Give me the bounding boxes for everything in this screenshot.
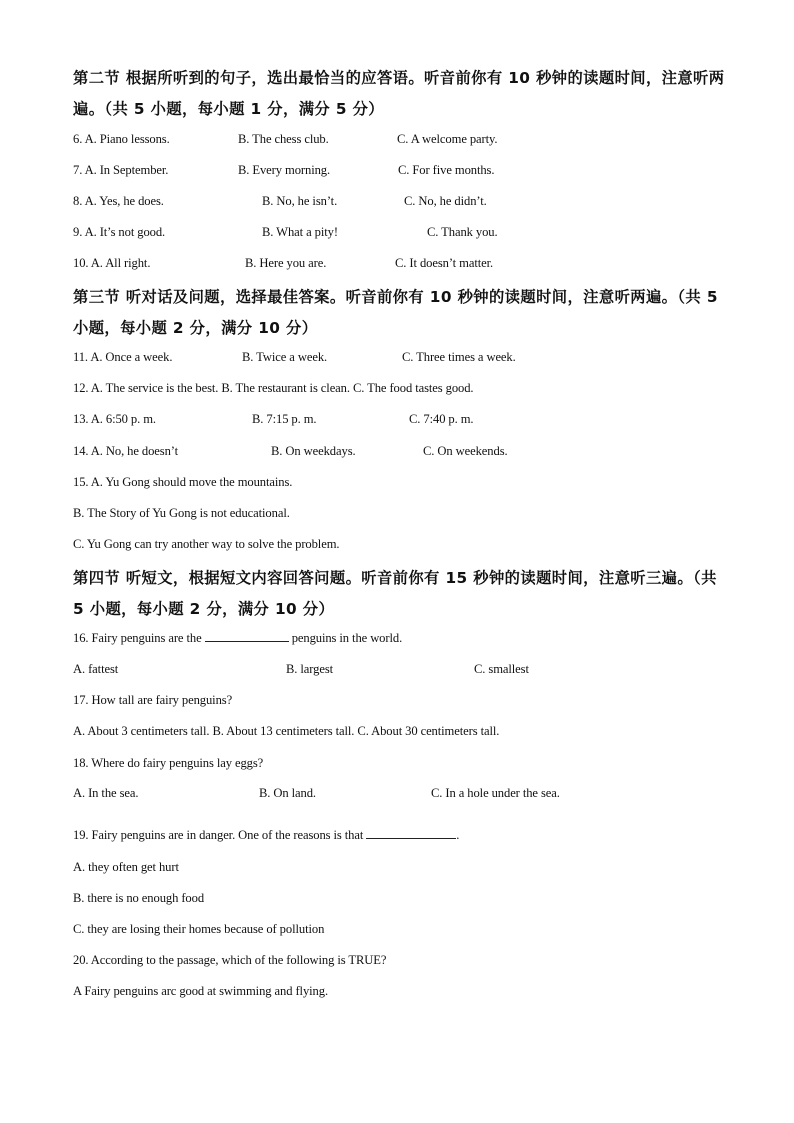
answer-blank <box>205 631 289 642</box>
question-19-option-c: C. they are losing their homes because of pollution <box>73 922 325 936</box>
question-20-stem: 20. According to the passage, which of the following is TRUE? <box>73 953 387 967</box>
option-b: B. The chess club. <box>238 132 329 146</box>
question-12: 12. A. The service is the best. B. The restaurant is clean. C. The food tastes good. <box>73 381 474 395</box>
option-c: C. It doesn’t matter. <box>395 256 494 270</box>
question-19-option-b: B. there is no enough food <box>73 891 205 905</box>
option-a: 11. A. Once a week. <box>73 350 173 364</box>
section2-title-line2: 遍。（共 5 小题，每小题 1 分，满分 5 分） <box>73 100 384 118</box>
option-b: B. Twice a week. <box>242 350 328 364</box>
option-b: B. 7:15 p. m. <box>252 412 317 426</box>
question-15-option-b: B. The Story of Yu Gong is not educational. <box>73 506 290 520</box>
question-20-option-a: A Fairy penguins arc good at swimming and flying. <box>73 984 328 998</box>
option-c: C. Three times a week. <box>402 350 516 364</box>
option-b: B. On land. <box>259 786 316 800</box>
question-15-option-a: 15. A. Yu Gong should move the mountains. <box>73 475 293 489</box>
stem-before: 16. Fairy penguins are the <box>73 631 202 645</box>
option-c: C. No, he didn’t. <box>404 194 487 208</box>
question-17-stem: 17. How tall are fairy penguins? <box>73 693 233 707</box>
option-b: B. On weekdays. <box>271 444 356 458</box>
option-a: 13. A. 6:50 p. m. <box>73 412 156 426</box>
answer-blank <box>366 828 456 839</box>
question-19-option-a: A. they often get hurt <box>73 860 179 874</box>
option-c: C. A welcome party. <box>397 132 498 146</box>
option-c: C. On weekends. <box>423 444 508 458</box>
option-c: C. Thank you. <box>427 225 498 239</box>
question-16-stem <box>73 631 402 646</box>
option-c: C. smallest <box>474 662 529 676</box>
option-b: B. What a pity! <box>262 225 338 239</box>
stem-after: . <box>456 828 460 842</box>
option-a: 7. A. In September. <box>73 163 169 177</box>
section4-title-line1: 第四节 听短文，根据短文内容回答问题。听音前你有 15 秒钟的读题时间，注意听三遍。（共 <box>73 569 717 587</box>
section3-title-line2: 小题，每小题 2 分，满分 10 分） <box>73 319 318 337</box>
question-18-stem: 18. Where do fairy penguins lay eggs? <box>73 756 264 770</box>
section2-title-line1: 第二节 根据所听到的句子，选出最恰当的应答语。听音前你有 10 秒钟的读题时间，注意听两 <box>73 69 725 87</box>
option-a: 14. A. No, he doesn’t <box>73 444 179 458</box>
option-a: 10. A. All right. <box>73 256 151 270</box>
option-b: B. largest <box>286 662 334 676</box>
option-c: C. 7:40 p. m. <box>409 412 474 426</box>
option-a: 6. A. Piano lessons. <box>73 132 170 146</box>
option-b: B. No, he isn’t. <box>262 194 338 208</box>
option-b: B. Here you are. <box>245 256 327 270</box>
option-c: C. For five months. <box>398 163 495 177</box>
stem-after: penguins in the world. <box>291 631 403 645</box>
option-a: A. In the sea. <box>73 786 139 800</box>
option-c: C. In a hole under the sea. <box>431 786 560 800</box>
option-a: 9. A. It’s not good. <box>73 225 166 239</box>
section4-title-line2: 5 小题，每小题 2 分，满分 10 分） <box>73 600 335 618</box>
stem-before: 19. Fairy penguins are in danger. One of the reasons is that <box>73 828 364 842</box>
section3-title-line1: 第三节 听对话及问题，选择最佳答案。听音前你有 10 秒钟的读题时间，注意听两遍。（共 5 <box>73 288 718 306</box>
question-15-option-c: C. Yu Gong can try another way to solve the problem. <box>73 537 340 551</box>
option-a: A. fattest <box>73 662 119 676</box>
question-17-options: A. About 3 centimeters tall. B. About 13 centimeters tall. C. About 30 centimeters tall. <box>73 724 500 738</box>
option-b: B. Every morning. <box>238 163 331 177</box>
question-19-stem <box>73 828 459 843</box>
option-a: 8. A. Yes, he does. <box>73 194 164 208</box>
